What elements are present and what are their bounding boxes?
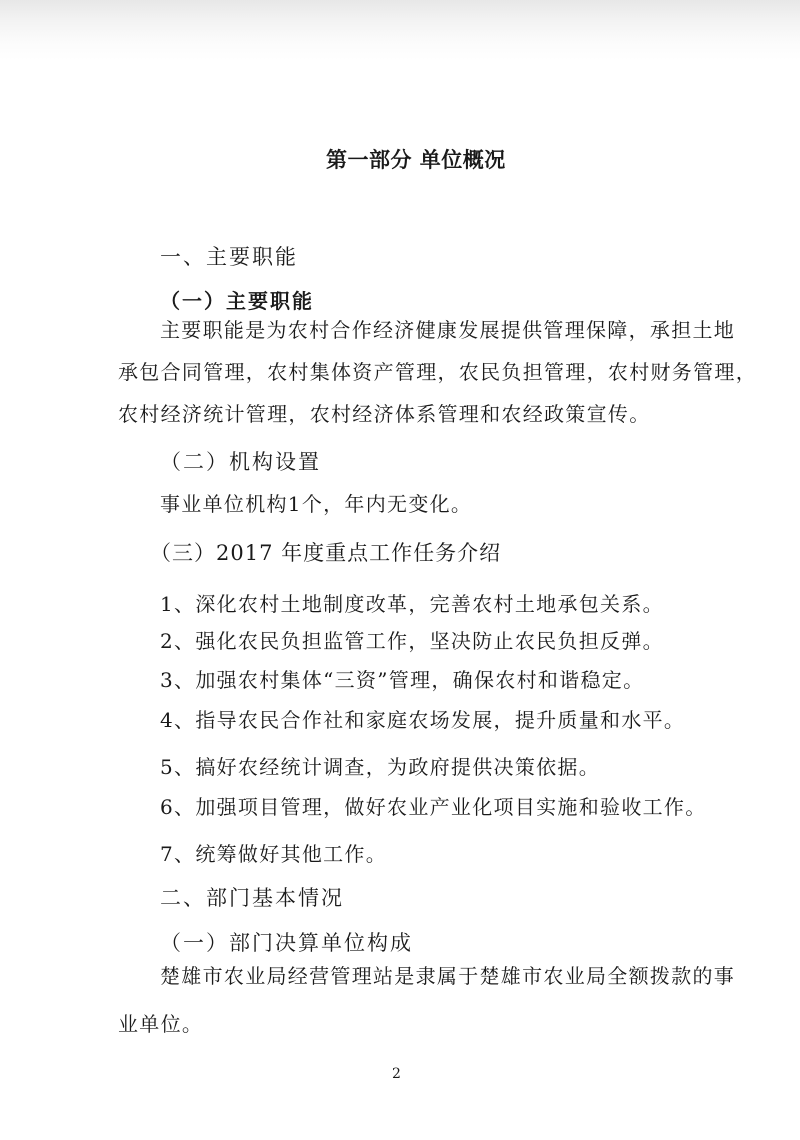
section-2-heading: 二、部门基本情况 [160,886,344,910]
page-number: 2 [392,1066,401,1082]
section-1-heading: 一、主要职能 [160,245,298,269]
scan-shadow [0,0,800,60]
list-item: 2、强化农民负担监管工作，坚决防止农民负担反弹。 [160,629,664,653]
section-1-1-heading: （一）主要职能 [160,289,314,313]
list-item: 5、搞好农经统计调查，为政府提供决策依据。 [160,755,601,779]
section-2-1-heading: （一）部门决算单位构成 [160,931,413,955]
paragraph-line: 主要职能是为农村合作经济健康发展提供管理保障，承担土地 [160,318,736,342]
section-1-2-heading: （二）机构设置 [160,450,321,474]
paragraph-line: 楚雄市农业局经营管理站是隶属于楚雄市农业局全额拨款的事 [160,964,736,988]
section-1-3-heading: （三）2017 年度重点工作任务介绍 [150,541,502,565]
list-item: 1、深化农村土地制度改革，完善农村土地承包关系。 [160,592,664,616]
list-item: 6、加强项目管理，做好农业产业化项目实施和验收工作。 [160,795,707,819]
paragraph-line: 农村经济统计管理，农村经济体系管理和农经政策宣传。 [118,402,651,426]
paragraph-line: 事业单位机构1个，年内无变化。 [160,492,473,516]
list-item: 7、统筹做好其他工作。 [160,842,388,866]
list-item: 3、加强农村集体“三资”管理，确保农村和谐稳定。 [160,668,645,692]
paragraph-line: 承包合同管理，农村集体资产管理，农民负担管理，农村财务管理， [118,360,757,384]
list-item: 4、指导农民合作社和家庭农场发展，提升质量和水平。 [160,708,686,732]
page-title: 第一部分 单位概况 [326,147,506,172]
paragraph-line: 业单位。 [118,1012,204,1036]
